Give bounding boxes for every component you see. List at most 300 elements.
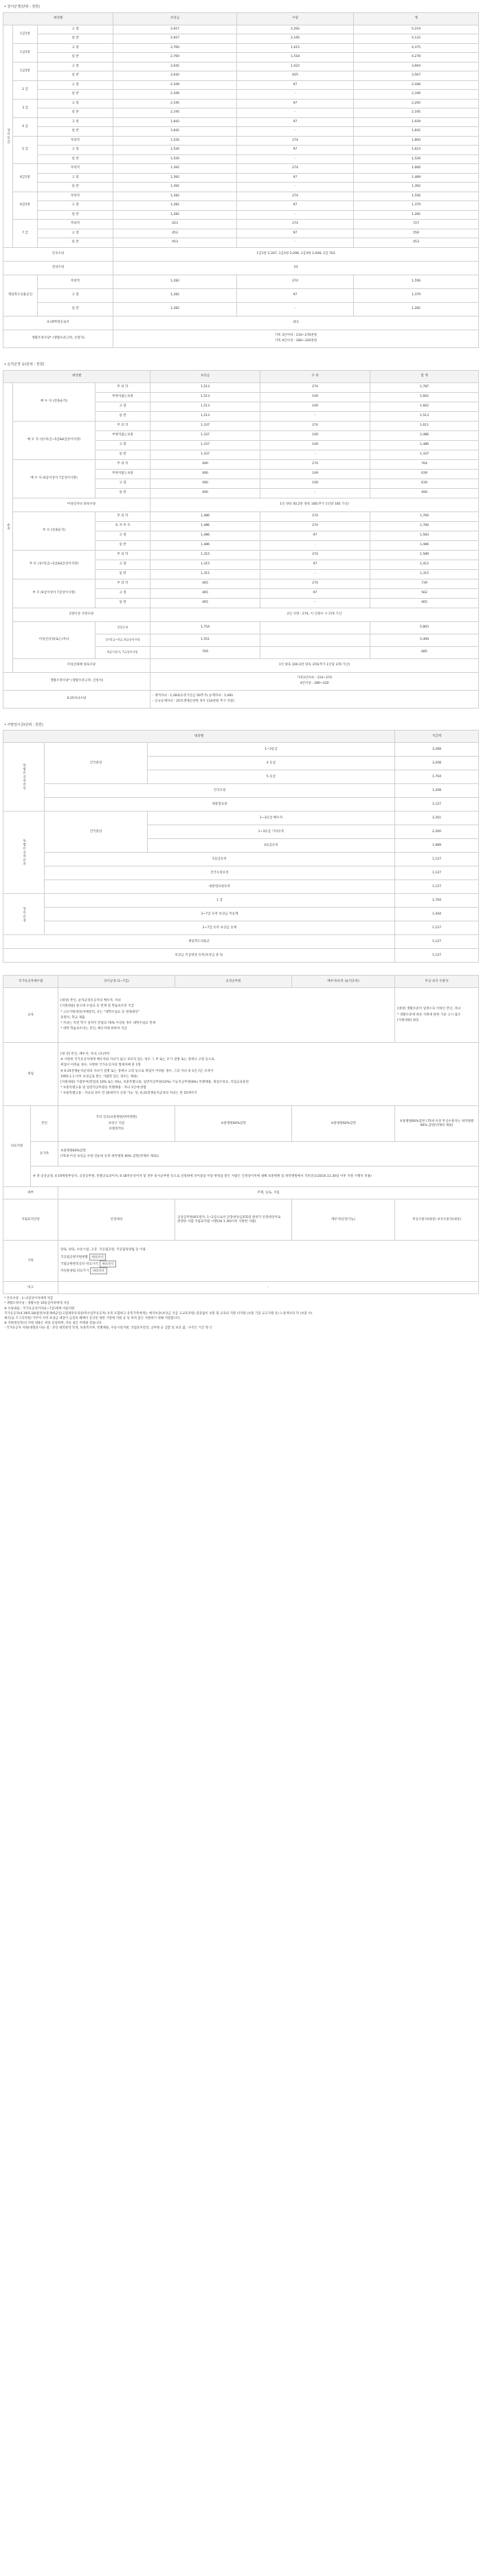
row-type: 부양자없는보훈 xyxy=(96,430,150,440)
row-type: 일 반 xyxy=(38,108,113,118)
comp-value: 1,551 xyxy=(150,634,260,646)
table-row xyxy=(3,511,479,521)
comp-value: 465 xyxy=(150,588,260,598)
table-row xyxy=(3,108,479,118)
charge-family: 배우자(안장가능) xyxy=(292,1199,395,1241)
grade-label: 2 급 xyxy=(13,80,38,99)
note-value: - xyxy=(58,1282,479,1294)
comp-value: 2,195 xyxy=(113,99,237,108)
table-row xyxy=(3,192,479,201)
table-row xyxy=(3,316,479,330)
total-value: 1,392 xyxy=(354,183,479,192)
group-sub-label: 배 우 자 (상이1급~5급&6급상이사망) xyxy=(13,421,96,459)
table-row xyxy=(3,866,479,880)
total-value: 1,662 xyxy=(370,402,479,411)
comp-value: 2,349 xyxy=(113,80,237,90)
total-value: 5,122 xyxy=(354,34,479,44)
total-value: 1,666 xyxy=(354,164,479,174)
table-row xyxy=(3,80,479,90)
amount-value: 1,704 xyxy=(395,894,479,908)
row-sub-label: 4 등급 xyxy=(148,757,395,770)
med-self-side1: 보훈병원60%감면 xyxy=(175,1106,292,1142)
total-value: 727 xyxy=(354,220,479,229)
comp-value: 1,526 xyxy=(113,154,237,164)
allow-value: - xyxy=(260,598,370,608)
amount-value: 1,127 xyxy=(395,853,479,866)
comp-value: 2,927 xyxy=(113,34,237,44)
edu-label: 교육 xyxy=(3,988,58,1043)
total-value: 4,278 xyxy=(354,53,479,62)
row-type: 6급이상이, 7급상이사망 xyxy=(96,646,150,658)
allow-value: - xyxy=(237,183,354,192)
table-row xyxy=(3,164,479,174)
total-value: 1,315 xyxy=(370,569,479,579)
amount-value: 3,268 xyxy=(395,743,479,757)
section1-table xyxy=(3,12,479,348)
total-value: 1,513 xyxy=(370,411,479,421)
loan-value: 주택, 농토, 사업 xyxy=(58,1187,479,1199)
charge-veteran: 안장대상 xyxy=(58,1199,175,1241)
allow-value: - xyxy=(260,540,370,550)
table-row xyxy=(3,743,479,757)
row-type: 부양자없는보훈 xyxy=(96,392,150,402)
grade-label: 6급1항 xyxy=(13,164,38,192)
table-row xyxy=(3,608,479,621)
comp-value: 2,760 xyxy=(113,43,237,53)
total-value: 1,589 xyxy=(370,550,479,560)
med-label: 의료지원 xyxy=(3,1106,31,1187)
comp-value: 1,486 xyxy=(150,531,260,540)
allow-value: 274 xyxy=(260,421,370,430)
row-label: 건국훈장 xyxy=(45,812,148,853)
total-value: 4,375 xyxy=(354,43,479,53)
table-row xyxy=(3,288,479,302)
row-label: 2명이상 사망수당 xyxy=(13,608,150,621)
total-value: 1,379 xyxy=(354,201,479,211)
comp-value: 490 xyxy=(150,479,260,488)
table-row xyxy=(3,658,479,672)
total-value: 453 xyxy=(354,238,479,248)
total-value: 1,489 xyxy=(354,173,479,183)
allow-value: 149 xyxy=(260,469,370,479)
row-type: 무의탁 xyxy=(38,164,113,174)
table-header-family: 배우자/유족 (순직유족) xyxy=(292,976,395,988)
comp-value: 1,513 xyxy=(150,382,260,392)
grade-label: 4 급 xyxy=(13,117,38,136)
comp-value: 1,526 xyxy=(113,136,237,146)
total-value: 550 xyxy=(354,229,479,238)
row-type: 독 자 부 모 xyxy=(96,521,150,531)
row-type: 고 령 xyxy=(96,479,150,488)
table-row xyxy=(3,238,479,248)
grade-label: 1급1항 xyxy=(13,25,38,43)
total-value: 1,623 xyxy=(354,146,479,155)
total-value: 1,787 xyxy=(370,382,479,392)
edu-content: [대상] 본인, 순직군경유공자의 배우자, 자녀 [지원대용] 중고대 수업료 등 면제 및 학습보조비 지급 * 고유지원대상(자체분리, 유는 "대학수업료 등 면제대상" 증명서, 학교 제출 * 자녀는 직전 학기 성적이 만점의 70% 이상일 경우 대학수업료 면제 * 대학 학습보조비는 본인, 배우자에 한하여 지급 xyxy=(58,988,395,1043)
comp-value: 1,513 xyxy=(150,392,260,402)
row-label: 4·19혁명공로자 xyxy=(3,316,113,330)
allow-value: 274 xyxy=(260,579,370,588)
link-button[interactable]: 바로가기 xyxy=(100,1261,116,1267)
comp-value: 2,760 xyxy=(113,53,237,62)
allow-value: - xyxy=(260,488,370,498)
row-value: 1급1항 2,307, 1급2항 2,096, 1급3항 2,008, 2급 763 xyxy=(113,247,479,261)
row-value: 311 xyxy=(113,316,479,330)
allow-value: - xyxy=(237,238,354,248)
table-header-target: 대상별 xyxy=(3,731,395,743)
comp-value: 453 xyxy=(113,229,237,238)
comp-value: 1,842 xyxy=(113,127,237,137)
table-row xyxy=(3,62,479,71)
comp-value: 1,337 xyxy=(150,421,260,430)
section4-table xyxy=(3,975,479,1294)
row-sub-label: 5 등급 xyxy=(148,770,395,784)
comp-value: 1,486 xyxy=(150,521,260,531)
table-row xyxy=(3,201,479,211)
row-type: 일 반 xyxy=(96,598,150,608)
comp-value: 1,282 xyxy=(113,288,237,302)
group-label: 독립유공자본인 xyxy=(3,743,45,812)
allow-value: 2,292 xyxy=(237,25,354,34)
allow-value xyxy=(260,634,370,646)
total-value: 1,282 xyxy=(354,210,479,220)
allow-value: 149 xyxy=(260,392,370,402)
row-type: 일 반 xyxy=(38,34,113,44)
table-row xyxy=(3,894,479,908)
total-value: 639 xyxy=(370,479,479,488)
row-label: 건국포장 xyxy=(45,784,395,798)
table-header-comp: 보상금 xyxy=(113,12,237,25)
grade-label: 1급2항 xyxy=(13,43,38,62)
row-type: 고 령 xyxy=(96,560,150,569)
amount-value: 2,261 xyxy=(395,812,479,825)
amount-value: 1,444 xyxy=(395,908,479,921)
comp-value: 453 xyxy=(113,238,237,248)
comp-value: 1,392 xyxy=(113,183,237,192)
table-row xyxy=(3,136,479,146)
table-row xyxy=(3,330,479,347)
allow-value: 97 xyxy=(237,117,354,127)
allow-value: 149 xyxy=(260,479,370,488)
amount-value: 1,127 xyxy=(395,866,479,880)
table-row xyxy=(3,880,479,894)
row-type: 고 령 xyxy=(96,440,150,450)
row-type: 고 령 xyxy=(96,531,150,540)
allow-value: 274 xyxy=(237,275,354,288)
total-value: 1,379 xyxy=(354,288,479,302)
etc-content: 양로, 양육, 수송시설, 고궁, 국공립공원, 국공립휴양림 등 이용 국공립공원지원현황 바로가기 국립공원관리공단 비료가기 바로가기 자연휴양림 비료가기 바로가기 xyxy=(58,1241,479,1282)
med-self-side2: 보훈병원60%감면 xyxy=(292,1106,395,1142)
row-type: 일 반 xyxy=(38,90,113,100)
table-header-veteran: 상이군경 (1~7급) xyxy=(58,976,175,988)
row-type: 고 령 xyxy=(38,117,113,127)
row-type: 고 령 xyxy=(38,62,113,71)
comp-value: 2,927 xyxy=(113,25,237,34)
table-header-total: 계 xyxy=(354,12,479,25)
allow-value: 274 xyxy=(260,382,370,392)
table-row xyxy=(3,127,479,137)
note-label: 비고 xyxy=(3,1282,58,1294)
table-row xyxy=(3,672,479,690)
table-row xyxy=(3,621,479,634)
row-type: 무 의 탁 xyxy=(96,550,150,560)
footer-line: * 생활조정수당 : 생활수준 10등급이하에게 지급 xyxy=(4,1302,69,1306)
comp-value: 1,526 xyxy=(113,146,237,155)
total-value: 1,760 xyxy=(370,521,479,531)
row-value: 가족 3인이하 : 210~270천원 가족 4인이상 : 280~320천원 xyxy=(113,330,479,347)
row-type: 일 반 xyxy=(38,238,113,248)
comp-value: 490 xyxy=(150,459,260,469)
total-value: 1,556 xyxy=(354,275,479,288)
group-sub-label: 미성년상성(또는)자녀 xyxy=(13,621,96,658)
row-type: 고 령 xyxy=(96,402,150,411)
table-row xyxy=(3,247,479,261)
charge-label: 국립묘지안장 xyxy=(3,1199,58,1241)
allow-value: 97 xyxy=(237,80,354,90)
table-row xyxy=(3,382,479,392)
row-type: 고 령 xyxy=(38,288,113,302)
row-sub-label: 1~3등급 배우자 xyxy=(148,812,395,825)
total-value: 562 xyxy=(370,588,479,598)
total-value: 1,842 xyxy=(354,127,479,137)
row-label: 생활조정수당* (생활수준고려, 신청자) xyxy=(3,672,150,690)
group-sub-label: 부 모 (전몰순직) xyxy=(13,511,96,550)
amount-value: 1,127 xyxy=(395,921,479,935)
comp-value: 1,392 xyxy=(113,173,237,183)
allow-value: 97 xyxy=(260,531,370,540)
total-value: 1,611 xyxy=(370,421,479,430)
row-type: 무 의 탁 xyxy=(96,382,150,392)
row-sub-label: 1~3등급 xyxy=(148,743,395,757)
table-header-target: 대상별 xyxy=(3,370,150,382)
med-self-label: 본인 xyxy=(31,1106,58,1142)
allow-value: 97 xyxy=(260,588,370,598)
total-value: 5,499 xyxy=(370,634,479,646)
total-value: 490 xyxy=(370,488,479,498)
allow-value: 97 xyxy=(237,229,354,238)
footer-line: ※ 수당내용 : 국가유공상이자(1~7급)에게 이용지원 xyxy=(4,1307,75,1311)
total-value: 1,282 xyxy=(354,302,479,316)
row-label: 6·25자녀수당 xyxy=(3,690,150,708)
row-type: 고 령 xyxy=(38,25,113,34)
table-row xyxy=(3,798,479,812)
row-label: 1 급 xyxy=(45,894,395,908)
link-button[interactable]: 바로가기 xyxy=(89,1254,106,1261)
total-value: 2,292 xyxy=(354,99,479,108)
table-row xyxy=(3,550,479,560)
section2-table xyxy=(3,370,479,709)
group-sub-label: 부 모 (6급이상이 7급상이사망) xyxy=(13,579,96,608)
group-sub-label: 부 모 (상이1급~5급&6급상이사망) xyxy=(13,550,96,579)
comp-value: 1,513 xyxy=(150,411,260,421)
comp-value: 1,337 xyxy=(150,450,260,459)
job-label: 취업 xyxy=(3,1043,58,1106)
comp-value: 1,315 xyxy=(150,560,260,569)
allow-value: 149 xyxy=(260,402,370,411)
med-self-right: 보훈병원60%감면 (75세 이상 무공수훈자는 위탁병원 90% 감면(약제비 제외) xyxy=(395,1106,479,1142)
allow-value xyxy=(260,646,370,658)
amount-value: 1,127 xyxy=(395,880,479,894)
comp-value: 465 xyxy=(150,579,260,588)
allow-value: 97 xyxy=(260,560,370,569)
table-row xyxy=(3,421,479,430)
row-label: 건국포장유족 xyxy=(45,866,395,880)
row-label: 전상수당 xyxy=(3,261,113,275)
allow-value: - xyxy=(237,154,354,164)
table-row xyxy=(3,459,479,469)
total-value: 1,556 xyxy=(354,192,479,201)
table-row xyxy=(3,117,479,127)
amount-value: 1,127 xyxy=(395,935,479,949)
table-header-law: 국가유공자예우법 xyxy=(3,976,58,988)
allow-value: 97 xyxy=(237,146,354,155)
comp-value: 2,349 xyxy=(113,90,237,100)
row-type: 고 령 xyxy=(96,588,150,598)
row-label: 보상금 지급대상 유족(보상금 중 1) xyxy=(3,949,395,963)
allow-value: 1,615 xyxy=(237,43,354,53)
table-row xyxy=(3,921,479,935)
table-row xyxy=(3,173,479,183)
row-type: 고 령 xyxy=(38,173,113,183)
allow-value: 97 xyxy=(237,288,354,302)
total-value: 739 xyxy=(370,579,479,588)
table-row xyxy=(3,579,479,588)
table-header-target: 대상별 xyxy=(3,12,113,25)
group-label: 독립유공자유족 xyxy=(3,812,45,894)
footer-line: - 국가유공자 지원(대형과 다른 점 : 본인 대학중학 학생, 보훈복지부, 특별채용, 수송시설지원, 국립묘지안장, 공무원 응 심할 및 보호 없 : 수직은 기간 형 은 xyxy=(4,1326,212,1331)
row-label: 재일학도의용군 xyxy=(3,935,395,949)
table-row xyxy=(3,71,479,81)
total-value: 1,412 xyxy=(370,560,479,569)
grade-label: 3 급 xyxy=(13,99,38,117)
table-row xyxy=(3,784,479,798)
table-row xyxy=(3,275,479,288)
amount-value: 3,208 xyxy=(395,757,479,770)
section2-title: • 순직군경 등(단위 : 천원) xyxy=(3,360,478,370)
total-value: 1,486 xyxy=(370,430,479,440)
comp-value: 490 xyxy=(150,488,260,498)
row-label: 2~7급 유족 보상금 승계 xyxy=(45,921,395,935)
table-row xyxy=(3,498,479,511)
etc-label: 기타 xyxy=(3,1241,58,1282)
row-type: 일 반 xyxy=(38,127,113,137)
table-row xyxy=(3,853,479,866)
comp-value: 1,842 xyxy=(113,117,237,127)
grade-label: 5 급 xyxy=(13,136,38,164)
table-header-amount: 지급액 xyxy=(395,731,479,743)
row-label: 2~7급 유족 보상금 미승계 xyxy=(45,908,395,921)
table-row xyxy=(3,183,479,192)
footer-line: ※ 지원대상자(의 지원 내용은 위의 동일하며, 다른 점은 아래와 같습니다. xyxy=(4,1322,102,1326)
footer-line: 국가유공자(4.19/5.18/참전/보훈제대군인/고엽제후유의증/특수임무유공자) 유족 포함하고 유족가족에게는 애국보상(보상금 지급 고교육자원) 검증없이 보훈 및 교육의 지원 비지원 (보훈 기준 교고지원 등) 노훈재사의 각 (보훈 수) xyxy=(4,1311,313,1315)
allow-value: 274 xyxy=(260,511,370,521)
row-label: 대통령표창 xyxy=(45,798,395,812)
allow-value: 274 xyxy=(260,521,370,531)
row-type: 상이1급~5급, 6급상이사망 xyxy=(96,634,150,646)
link-button[interactable]: 바로가기 xyxy=(90,1267,107,1274)
charge-public: 공상공무원(8호항자, 1~2급으로서 안장대상심의회의 원위가 안장대상자로 결정한 사람 국립묘지법 시행(16.1.30)이후 사망한 사람) xyxy=(175,1199,292,1241)
comp-value: 1,392 xyxy=(113,164,237,174)
comp-value: 709 xyxy=(150,646,260,658)
section1-title: • 상이군경(단위 : 천원) xyxy=(3,3,478,12)
row-label: 미성년자녀 양육수당 xyxy=(13,498,150,511)
row-type: 일 반 xyxy=(38,183,113,192)
total-value: 2,195 xyxy=(354,108,479,118)
total-value: 1,939 xyxy=(354,117,479,127)
comp-value: 1,315 xyxy=(150,550,260,560)
allow-value: - xyxy=(260,569,370,579)
charge-merit: 무공수훈자(대상) 보국수훈자(대상) xyxy=(395,1199,479,1241)
allow-value xyxy=(260,621,370,634)
comp-value: 2,642 xyxy=(113,62,237,71)
comp-value: 2,195 xyxy=(113,108,237,118)
row-type: 일 반 xyxy=(96,569,150,579)
total-value: 1,760 xyxy=(370,511,479,521)
footer-line: 예식(을 조그리지원) 가주어 지역 보상금 대상이 금전의 혜택이 공인된 제관 기관에 지원 승 등 목적 않은 지원하기 위해 지원합니다. xyxy=(4,1317,181,1321)
row-type: 무의탁 xyxy=(38,136,113,146)
allow-value: - xyxy=(237,127,354,137)
allow-value: 149 xyxy=(260,440,370,450)
allow-value: - xyxy=(237,108,354,118)
total-value: 764 xyxy=(370,459,479,469)
total-value: 1,486 xyxy=(370,540,479,550)
row-label: 생활조정수당* (생활수준고려, 신청자) xyxy=(3,330,113,347)
row-type: 전몰순직 xyxy=(96,621,150,634)
row-type: 일 반 xyxy=(38,71,113,81)
amount-value: 1,704 xyxy=(395,770,479,784)
comp-value: 1,282 xyxy=(113,201,237,211)
allow-value: 97 xyxy=(237,173,354,183)
table-row xyxy=(3,949,479,963)
comp-value: 1,754 xyxy=(150,621,260,634)
allow-value: - xyxy=(237,210,354,220)
row-type: 무의탁 xyxy=(38,192,113,201)
table-header-comp: 보상금 xyxy=(150,370,260,382)
row-value: - 재적자녀 : 1,283(유족가산금 50추가) 승계자녀 : 1,081 - 신규승계자녀 : 257(생계곤란한 경우 114천원 추가 지원) xyxy=(150,690,479,708)
row-value: 23 xyxy=(113,261,479,275)
table-row xyxy=(3,229,479,238)
row-type: 무의탁 xyxy=(38,220,113,229)
group-label: 상이군경 xyxy=(3,894,45,935)
table-row xyxy=(3,53,479,62)
edu-side: [대상] 생활수준이 일정소득 이하인 본인, 자녀 * 생활수준에 따른 지원에 관한 기준 고시 참조 [지원대용] 좌동 xyxy=(395,988,479,1043)
group-sub-label: 배 우 자 (전몰순직) xyxy=(13,382,96,421)
total-value: 5,863 xyxy=(370,621,479,634)
allow-value: - xyxy=(260,450,370,459)
amount-value: 1,127 xyxy=(395,949,479,963)
row-type: 고 령 xyxy=(38,99,113,108)
row-type: 무 의 탁 xyxy=(96,421,150,430)
table-row xyxy=(3,43,479,53)
table-header-total: 합 계 xyxy=(370,370,479,382)
row-label: 건국훈장 xyxy=(45,743,148,784)
comp-value: 1,337 xyxy=(150,430,260,440)
total-value: 5,219 xyxy=(354,25,479,34)
table-row xyxy=(3,261,479,275)
row-type: 무 의 탁 xyxy=(96,459,150,469)
row-label: 재일학도의용군인 xyxy=(3,275,38,316)
amount-value: 1,989 xyxy=(395,839,479,853)
total-value: 1,486 xyxy=(370,440,479,450)
footer-notes xyxy=(3,1294,478,1333)
total-value: 1,800 xyxy=(354,136,479,146)
total-value: 465 xyxy=(370,598,479,608)
comp-value: 1,282 xyxy=(113,210,237,220)
row-type: 부양자없는보훈 xyxy=(96,469,150,479)
loan-label: 대부 xyxy=(3,1187,58,1199)
grade-label: 7 급 xyxy=(13,220,38,248)
med-family-label: 유가족 xyxy=(31,1142,58,1166)
